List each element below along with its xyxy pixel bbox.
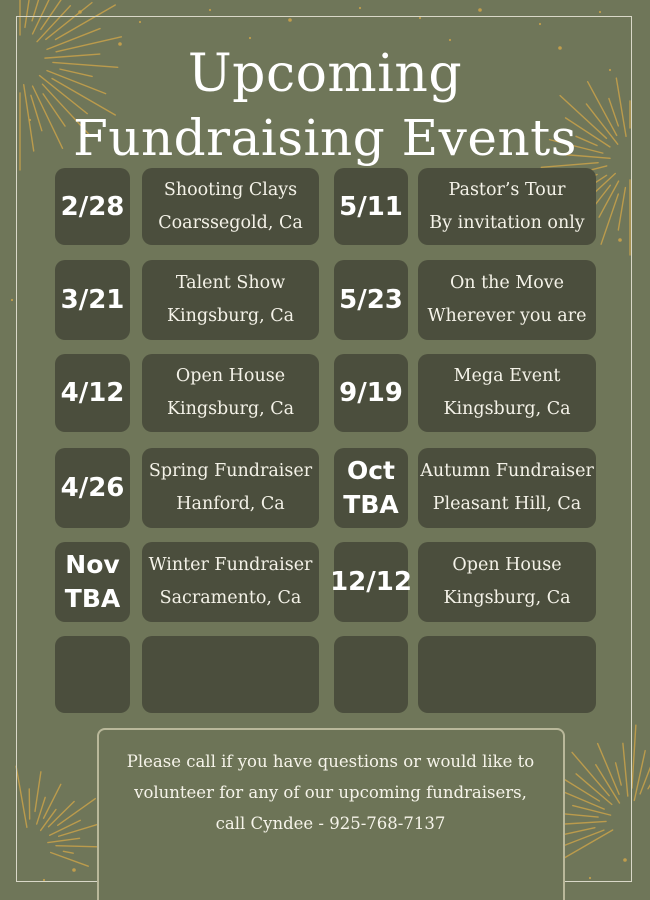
event-date: 5/11 xyxy=(339,191,403,222)
event-date-box xyxy=(334,448,408,528)
event-date-box xyxy=(334,354,408,432)
contact-text xyxy=(99,746,562,839)
event-location: Kingsburg, Ca xyxy=(166,306,295,326)
event-date-box xyxy=(55,448,130,528)
event-info-box xyxy=(418,168,596,245)
contact-line: Please call if you have questions or would like to xyxy=(126,752,535,771)
event-info-box xyxy=(142,168,319,245)
empty-info-box xyxy=(418,636,596,713)
event-location: Sacramento, Ca xyxy=(159,588,302,608)
event-date-box xyxy=(55,354,130,432)
event-location: Kingsburg, Ca xyxy=(443,399,571,419)
empty-date-box xyxy=(334,636,408,713)
event-info-box xyxy=(418,260,596,340)
contact-line: volunteer for any of our upcoming fundraisers, xyxy=(134,783,527,802)
event-info-box xyxy=(418,354,596,432)
event-date-month: Oct xyxy=(346,456,396,485)
contact-box xyxy=(97,728,565,900)
event-date-box xyxy=(334,260,408,340)
event-date-box xyxy=(55,260,130,340)
event-name: Winter Fundraiser xyxy=(148,555,313,575)
event-date-box xyxy=(55,542,130,622)
event-location: By invitation only xyxy=(429,212,585,233)
event-date-box xyxy=(334,168,408,245)
contact-line: call Cyndee - 925-768-7137 xyxy=(215,814,446,833)
event-name: Open House xyxy=(452,555,562,575)
event-info-box xyxy=(142,542,319,622)
event-name: Shooting Clays xyxy=(163,179,298,200)
empty-info-box xyxy=(142,636,319,713)
event-name: Spring Fundraiser xyxy=(148,461,313,481)
event-date-month: Nov xyxy=(65,550,120,579)
event-info-box xyxy=(142,260,319,340)
event-name: Autumn Fundraiser xyxy=(420,461,594,481)
event-location: Kingsburg, Ca xyxy=(166,399,295,419)
event-date-status: TBA xyxy=(343,490,399,519)
event-date-box xyxy=(330,542,412,622)
event-info-box xyxy=(418,542,596,622)
event-date-status: TBA xyxy=(64,584,121,613)
event-location: Wherever you are xyxy=(427,306,587,326)
event-name: Open House xyxy=(175,366,286,386)
event-date: 9/19 xyxy=(339,378,403,408)
event-date: 4/26 xyxy=(60,473,125,503)
event-location: Pleasant Hill, Ca xyxy=(432,494,582,514)
event-name: Mega Event xyxy=(453,366,561,386)
event-name: On the Move xyxy=(449,273,565,293)
title-line-1: Upcoming xyxy=(187,44,463,104)
event-date: 12/12 xyxy=(330,567,412,597)
event-info-box xyxy=(142,354,319,432)
event-date-box xyxy=(55,168,130,245)
event-info-box xyxy=(142,448,319,528)
title-line-2: Fundraising Events xyxy=(73,109,577,167)
event-location: Coarssegold, Ca xyxy=(158,212,303,233)
event-info-box xyxy=(418,448,596,528)
event-location: Kingsburg, Ca xyxy=(443,588,571,608)
event-date: 2/28 xyxy=(60,191,125,222)
event-name: Pastor’s Tour xyxy=(448,179,566,200)
event-date: 3/21 xyxy=(60,285,125,315)
event-name: Talent Show xyxy=(175,273,286,293)
event-date: 5/23 xyxy=(339,285,403,315)
empty-date-box xyxy=(55,636,130,713)
event-date: 4/12 xyxy=(60,378,125,408)
event-location: Hanford, Ca xyxy=(176,494,285,514)
